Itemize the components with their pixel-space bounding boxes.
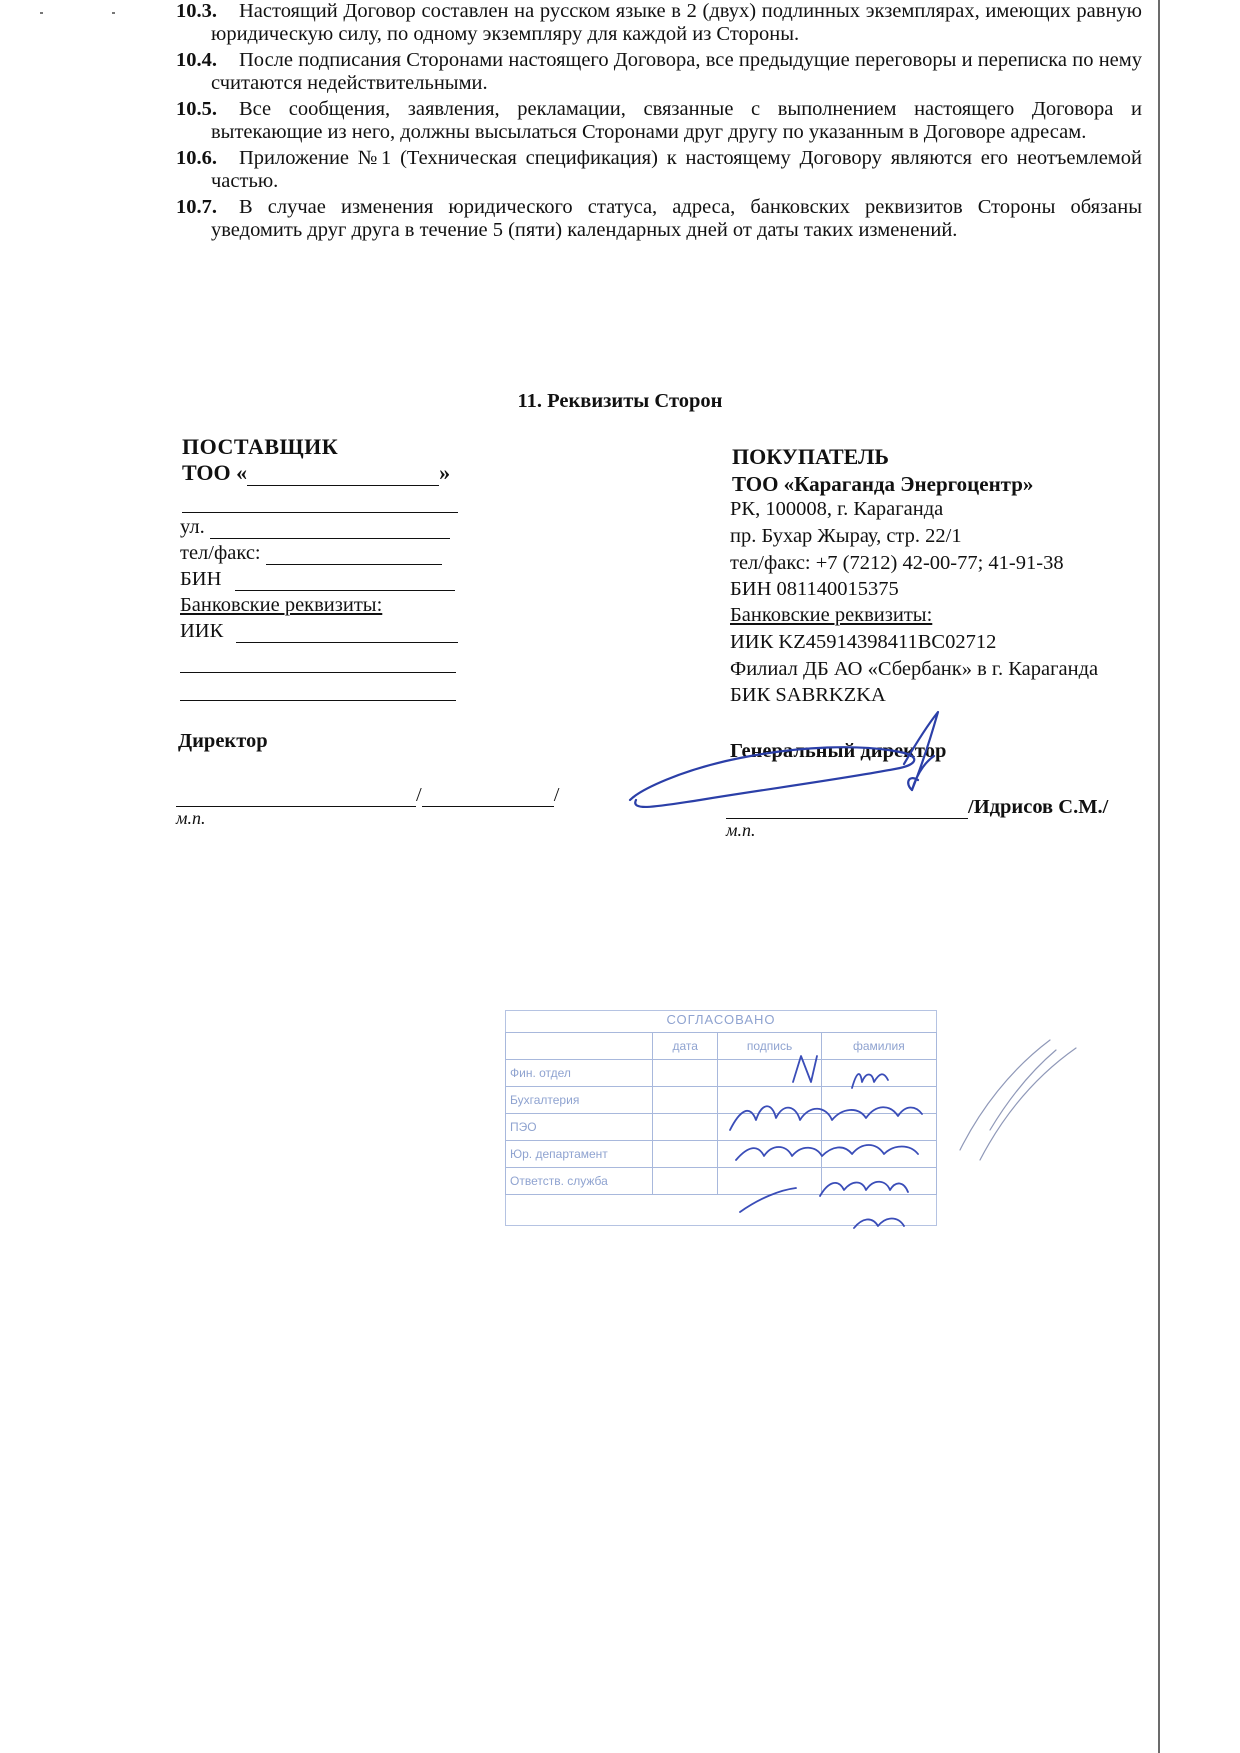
approval-signature-stroke (736, 1145, 918, 1160)
approval-signature-stroke (852, 1074, 888, 1088)
buyer-bin: БИН 081140015375 (730, 578, 899, 600)
clause-text: Все сообщения, заявления, рекламации, связанные с выполнением настоящего Договора и вытекающие из него, должны высылаться Сторонами друг другу по указанным в Договоре адресам. (211, 98, 1142, 143)
clause-number: 10.6. (176, 147, 217, 169)
buyer-role: ПОКУПАТЕЛЬ (732, 444, 889, 469)
supplier-signature-sep-end: / (553, 784, 560, 806)
clause-number: 10.5. (176, 98, 217, 120)
buyer-bik: БИК SABRKZKA (730, 684, 886, 706)
buyer-org: ТОО «Караганда Энергоцентр» (732, 472, 1034, 496)
buyer-seal-mark: м.п. (726, 820, 756, 840)
clause-text: Настоящий Договор составлен на русском языке в 2 (двух) подлинных экземплярах, имеющих равную юридическую силу, по одному экземпляру для каждой из Стороны. (211, 0, 1142, 45)
clause-number: 10.3. (176, 0, 217, 22)
supplier-bank-label: Банковские реквизиты: (180, 594, 383, 616)
buyer-bank-branch: Филиал ДБ АО «Сбербанк» в г. Караганда (730, 658, 1099, 680)
stamp-row-label: ПЭО (506, 1114, 653, 1141)
stamp-column-header: фамилия (821, 1033, 936, 1060)
stamp-row-label: Бухгалтерия (506, 1087, 653, 1114)
supplier-org-prefix: ТОО « (182, 460, 248, 485)
buyer-address-2: пр. Бухар Жырау, стр. 22/1 (730, 525, 962, 547)
stamp-row-label: Юр. департамент (506, 1141, 653, 1168)
buyer-signer-name: /Идрисов С.М./ (968, 796, 1109, 818)
stamp-column-header: дата (653, 1033, 718, 1060)
supplier-role: ПОСТАВЩИК (182, 434, 339, 459)
buyer-address-1: РК, 100008, г. Караганда (730, 498, 944, 520)
clause-number: 10.7. (176, 196, 217, 218)
approval-signature-stroke (793, 1056, 817, 1082)
clause-text: После подписания Сторонами настоящего Договора, все предыдущие переговоры и переписка по нему считаются недействительными. (211, 49, 1142, 94)
supplier-iik-label: ИИК (180, 620, 224, 642)
director-signature-stroke (630, 747, 914, 807)
stamp-column-header: подпись (718, 1033, 821, 1060)
approval-signature-stroke (730, 1106, 922, 1130)
supplier-bin-label: БИН (180, 568, 222, 590)
clause-text: Приложение №1 (Техническая спецификация) к настоящему Договору являются его неотъемлемой частью. (211, 147, 1142, 192)
section-title: 11. Реквизиты Сторон (517, 390, 723, 412)
clause-number: 10.4. (176, 49, 217, 71)
supplier-street-label: ул. (180, 516, 205, 538)
stamp-row-label: Фин. отдел (506, 1060, 653, 1087)
supplier-signature-sep: / (416, 784, 422, 806)
approval-pencil-stroke (960, 1040, 1076, 1160)
approval-signature-stroke (854, 1219, 904, 1229)
stamp-row-label: Ответств. служба (506, 1168, 653, 1195)
supplier-org-suffix: » (439, 460, 451, 485)
buyer-phone: тел/факс: +7 (7212) 42-00-77; 41-91-38 (730, 552, 1064, 574)
buyer-iik: ИИК KZ45914398411BC02712 (730, 631, 997, 653)
stamp-title: СОГЛАСОВАНО (666, 1012, 776, 1027)
supplier-seal-mark: м.п. (176, 808, 206, 828)
approval-signature-stroke (740, 1182, 908, 1212)
supplier-signer-title: Директор (178, 730, 268, 752)
supplier-phone-label: тел/факс: (180, 542, 261, 564)
clause-text: В случае изменения юридического статуса, адреса, банковских реквизитов Стороны обязаны уведомить друг друга в течение 5 (пяти) календарных дней от даты таких изменений. (211, 196, 1142, 241)
buyer-signer-title: Генеральный директор (730, 740, 947, 762)
buyer-bank-label: Банковские реквизиты: (730, 604, 933, 626)
